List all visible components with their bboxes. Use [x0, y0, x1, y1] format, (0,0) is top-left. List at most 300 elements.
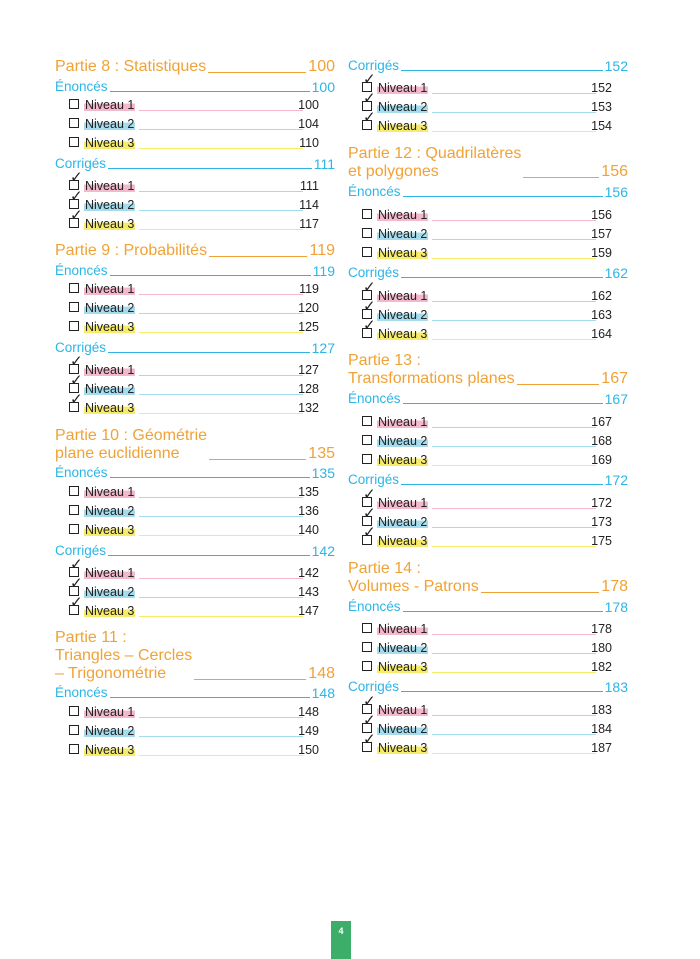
- checkbox-empty[interactable]: [362, 416, 372, 426]
- part-8-corriges-heading[interactable]: [55, 156, 335, 172]
- part-13-title[interactable]: [348, 352, 628, 388]
- level-page: 142: [298, 566, 319, 580]
- level-page: 183: [591, 703, 612, 717]
- level-leader: [432, 753, 596, 754]
- level-row[interactable]: [69, 353, 333, 378]
- level-row[interactable]: [69, 97, 333, 113]
- part-8-enonces-heading[interactable]: [55, 79, 335, 95]
- level-row[interactable]: [69, 522, 333, 538]
- dot-leader: [208, 72, 306, 73]
- level-leader: [432, 653, 596, 654]
- level-label: Niveau 1: [85, 566, 135, 580]
- level-label: Niveau 1: [378, 289, 428, 303]
- level-row[interactable]: [69, 391, 333, 416]
- level-row[interactable]: [362, 524, 626, 549]
- level-label: Niveau 1: [378, 415, 428, 429]
- level-leader: [432, 112, 596, 113]
- level-page: 168: [591, 434, 612, 448]
- level-page: 132: [298, 401, 319, 415]
- dot-leader: [209, 459, 306, 460]
- level-leader: [432, 715, 596, 716]
- level-label: Niveau 3: [85, 523, 135, 537]
- part-12-title[interactable]: [348, 145, 628, 181]
- checkbox-empty[interactable]: [362, 642, 372, 652]
- check-icon: ✓: [70, 353, 83, 370]
- level-leader: [139, 191, 303, 192]
- subheading-page: 127: [311, 340, 335, 356]
- level-leader: [432, 239, 596, 240]
- level-leader: [139, 616, 303, 617]
- subheading-page: 119: [312, 263, 335, 279]
- level-row[interactable]: [362, 433, 626, 449]
- level-row[interactable]: [362, 298, 626, 323]
- level-page: 140: [298, 523, 319, 537]
- checkbox-empty[interactable]: [362, 454, 372, 464]
- level-page: 175: [591, 534, 612, 548]
- level-row[interactable]: [362, 731, 626, 756]
- level-leader: [432, 301, 596, 302]
- part-title-line: Partie 13 :: [348, 352, 421, 369]
- level-label: Niveau 1: [85, 98, 135, 112]
- part-13-corriges-heading[interactable]: [348, 472, 628, 488]
- part-page-number: 167: [601, 370, 628, 387]
- level-label: Niveau 2: [378, 641, 428, 655]
- check-icon: ✓: [70, 594, 83, 611]
- level-leader: [432, 734, 596, 735]
- level-leader: [139, 110, 303, 111]
- subheading-page: 178: [604, 599, 628, 615]
- level-leader: [432, 320, 596, 321]
- dot-leader: [401, 277, 603, 278]
- level-row[interactable]: [69, 575, 333, 600]
- subheading-label: Corrigés: [348, 58, 400, 73]
- dot-leader: [108, 352, 310, 353]
- check-icon: ✓: [363, 505, 376, 522]
- checkbox-empty[interactable]: [362, 247, 372, 257]
- check-icon: ✓: [70, 556, 83, 573]
- level-page: 152: [591, 81, 612, 95]
- dot-leader: [108, 168, 312, 169]
- level-leader: [139, 210, 303, 211]
- dot-leader: [523, 177, 599, 178]
- part-title-line: Partie 10 : Géométrie: [55, 427, 208, 444]
- dot-leader: [403, 403, 603, 404]
- level-leader: [139, 332, 303, 333]
- check-icon: ✓: [363, 71, 376, 88]
- level-label: Niveau 3: [378, 119, 428, 133]
- subheading-page: 183: [604, 679, 628, 695]
- subheading-label: Énoncés: [55, 685, 108, 700]
- part-11-corriges-heading[interactable]: [348, 58, 628, 74]
- check-icon: ✓: [70, 169, 83, 186]
- level-label: Niveau 2: [378, 515, 428, 529]
- level-leader: [139, 229, 303, 230]
- dot-leader: [110, 697, 310, 698]
- level-leader: [432, 465, 596, 466]
- page-number-badge: 4: [331, 921, 351, 959]
- subheading-page: 162: [604, 265, 628, 281]
- level-label: Niveau 3: [378, 453, 428, 467]
- level-page: 154: [591, 119, 612, 133]
- level-page: 128: [298, 382, 319, 396]
- level-leader: [139, 578, 303, 579]
- dot-leader: [209, 256, 307, 257]
- level-row[interactable]: [69, 135, 333, 151]
- level-page: 111: [299, 179, 319, 193]
- part-title-line: Partie 12 : Quadrilatères: [348, 145, 522, 162]
- part-page-number: 119: [309, 242, 335, 259]
- part-page-number: 135: [308, 445, 335, 462]
- dot-leader: [194, 679, 306, 680]
- subheading-page: 148: [311, 685, 335, 701]
- checkbox-empty[interactable]: [69, 744, 79, 754]
- level-label: Niveau 1: [378, 622, 428, 636]
- check-icon: ✓: [70, 575, 83, 592]
- subheading-label: Corrigés: [348, 265, 400, 280]
- part-title-line: Volumes - Patrons: [348, 578, 479, 595]
- level-page: 127: [298, 363, 319, 377]
- level-leader: [432, 546, 596, 547]
- level-page: 162: [591, 289, 612, 303]
- dot-leader: [517, 384, 600, 385]
- checkbox-empty[interactable]: [69, 725, 79, 735]
- level-page: 187: [591, 741, 612, 755]
- level-label: Niveau 3: [378, 534, 428, 548]
- checkbox-empty[interactable]: [362, 228, 372, 238]
- level-leader: [432, 672, 596, 673]
- check-icon: ✓: [70, 391, 83, 408]
- level-label: Niveau 2: [378, 722, 428, 736]
- level-label: Niveau 1: [378, 496, 428, 510]
- level-row[interactable]: [362, 505, 626, 530]
- level-page: 117: [299, 217, 319, 231]
- dot-leader: [401, 70, 603, 71]
- check-icon: ✓: [363, 298, 376, 315]
- part-title-line: Transformations planes: [348, 370, 515, 387]
- level-label: Niveau 2: [378, 434, 428, 448]
- level-page: 104: [298, 117, 319, 131]
- level-row[interactable]: [69, 484, 333, 500]
- level-page: 173: [591, 515, 612, 529]
- level-label: Niveau 3: [378, 660, 428, 674]
- level-page: 164: [591, 327, 612, 341]
- checkbox-empty[interactable]: [362, 209, 372, 219]
- level-page: 120: [298, 301, 319, 315]
- part-title-text: Partie 9 : Probabilités: [55, 242, 208, 259]
- level-page: 149: [298, 724, 319, 738]
- level-page: 159: [591, 246, 612, 260]
- level-label: Niveau 3: [378, 246, 428, 260]
- check-icon: ✓: [70, 372, 83, 389]
- part-title-text: Partie 8 : Statistiques: [55, 58, 207, 75]
- part-title-line: Partie 14 :: [348, 560, 421, 577]
- level-row[interactable]: [69, 188, 333, 213]
- level-label: Niveau 3: [85, 320, 135, 334]
- part-title-line: Partie 11 :: [55, 629, 127, 646]
- level-row[interactable]: [362, 317, 626, 342]
- check-icon: ✓: [363, 90, 376, 107]
- part-9-enonces-heading[interactable]: [55, 263, 335, 279]
- level-label: Niveau 3: [85, 136, 135, 150]
- level-leader: [432, 527, 596, 528]
- level-leader: [139, 413, 303, 414]
- level-row[interactable]: [362, 226, 626, 242]
- level-leader: [432, 258, 596, 259]
- part-11-enonces-heading[interactable]: [55, 685, 335, 701]
- part-12-corriges-heading[interactable]: [348, 265, 628, 281]
- level-row[interactable]: [69, 281, 333, 297]
- checkbox-empty[interactable]: [362, 661, 372, 671]
- level-row[interactable]: [69, 742, 333, 758]
- subheading-page: 135: [311, 465, 335, 481]
- dot-leader: [108, 555, 310, 556]
- part-title-text: [348, 352, 515, 388]
- level-leader: [139, 375, 303, 376]
- checkbox-empty[interactable]: [69, 524, 79, 534]
- subheading-page: 167: [604, 391, 628, 407]
- level-leader: [139, 497, 303, 498]
- level-page: 153: [591, 100, 612, 114]
- subheading-page: 156: [604, 184, 628, 200]
- level-leader: [432, 339, 596, 340]
- level-row[interactable]: [362, 71, 626, 96]
- part-10-enonces-heading[interactable]: [55, 465, 335, 481]
- level-row[interactable]: [362, 486, 626, 511]
- level-leader: [139, 129, 303, 130]
- subheading-page: 100: [311, 79, 335, 95]
- level-row[interactable]: [69, 169, 333, 194]
- part-10-title[interactable]: [55, 427, 335, 463]
- part-title-line: – Trigonométrie: [55, 665, 167, 682]
- level-label: Niveau 2: [85, 585, 135, 599]
- level-row[interactable]: [362, 693, 626, 718]
- level-row[interactable]: [69, 207, 333, 232]
- level-page: 148: [298, 705, 319, 719]
- level-page: 178: [591, 622, 612, 636]
- part-page-number: 100: [308, 58, 335, 75]
- level-leader: [139, 313, 303, 314]
- part-page-number: 156: [601, 163, 628, 180]
- level-page: 135: [298, 485, 319, 499]
- part-14-enonces-heading[interactable]: [348, 599, 628, 615]
- checkbox-empty[interactable]: [69, 118, 79, 128]
- check-icon: ✓: [363, 317, 376, 334]
- level-leader: [139, 294, 303, 295]
- level-label: Niveau 3: [378, 741, 428, 755]
- level-label: Niveau 3: [85, 217, 135, 231]
- level-page: 180: [591, 641, 612, 655]
- level-leader: [432, 93, 596, 94]
- level-page: 182: [591, 660, 612, 674]
- subheading-label: Corrigés: [348, 472, 400, 487]
- level-label: Niveau 3: [85, 604, 135, 618]
- level-label: Niveau 2: [378, 227, 428, 241]
- checkbox-empty[interactable]: [69, 302, 79, 312]
- part-title-line: plane euclidienne: [55, 445, 180, 462]
- level-row[interactable]: [69, 319, 333, 335]
- level-page: 169: [591, 453, 612, 467]
- part-12-enonces-heading[interactable]: [348, 184, 628, 200]
- level-label: Niveau 2: [85, 504, 135, 518]
- level-page: 157: [591, 227, 612, 241]
- check-icon: ✓: [70, 207, 83, 224]
- subheading-page: 172: [604, 472, 628, 488]
- check-icon: ✓: [363, 731, 376, 748]
- part-14-title[interactable]: [348, 560, 628, 596]
- subheading-label: Corrigés: [348, 679, 400, 694]
- subheading-label: Énoncés: [55, 465, 108, 480]
- subheading-label: Énoncés: [348, 184, 401, 199]
- level-row[interactable]: [362, 279, 626, 304]
- level-page: 114: [299, 198, 319, 212]
- level-row[interactable]: [69, 372, 333, 397]
- dot-leader: [401, 691, 603, 692]
- level-leader: [139, 394, 303, 395]
- level-leader: [139, 717, 303, 718]
- part-title-line: Triangles – Cercles: [55, 647, 193, 664]
- part-title-text: [55, 427, 207, 463]
- subheading-label: Énoncés: [55, 79, 108, 94]
- subheading-label: Énoncés: [348, 599, 401, 614]
- level-row[interactable]: [69, 594, 333, 619]
- part-8-title[interactable]: [55, 58, 335, 76]
- part-page-number: 178: [601, 578, 628, 595]
- subheading-label: Corrigés: [55, 543, 107, 558]
- level-page: 100: [298, 98, 319, 112]
- level-row[interactable]: [69, 704, 333, 720]
- part-title-line: et polygones: [348, 163, 439, 180]
- level-label: Niveau 2: [378, 100, 428, 114]
- level-label: Niveau 1: [85, 282, 135, 296]
- level-label: Niveau 3: [85, 401, 135, 415]
- check-icon: ✓: [363, 693, 376, 710]
- level-row[interactable]: [362, 452, 626, 468]
- level-label: Niveau 1: [378, 208, 428, 222]
- level-leader: [139, 736, 303, 737]
- level-leader: [432, 508, 596, 509]
- level-leader: [139, 755, 303, 756]
- level-row[interactable]: [69, 116, 333, 132]
- level-label: Niveau 1: [85, 485, 135, 499]
- level-label: Niveau 2: [85, 301, 135, 315]
- checkbox-empty[interactable]: [69, 486, 79, 496]
- level-page: 125: [298, 320, 319, 334]
- part-title-text: [348, 145, 521, 181]
- dot-leader: [401, 484, 603, 485]
- level-row[interactable]: [362, 621, 626, 637]
- check-icon: ✓: [70, 188, 83, 205]
- checkbox-empty[interactable]: [69, 321, 79, 331]
- level-row[interactable]: [362, 245, 626, 261]
- part-9-corriges-heading[interactable]: [55, 340, 335, 356]
- part-9-title[interactable]: [55, 242, 335, 260]
- level-row[interactable]: [362, 712, 626, 737]
- checkbox-empty[interactable]: [69, 283, 79, 293]
- dot-leader: [403, 611, 603, 612]
- part-13-enonces-heading[interactable]: [348, 391, 628, 407]
- part-11-title[interactable]: [55, 629, 335, 683]
- level-label: Niveau 2: [85, 724, 135, 738]
- level-page: 156: [591, 208, 612, 222]
- level-page: 184: [591, 722, 612, 736]
- checkbox-empty[interactable]: [69, 706, 79, 716]
- level-leader: [432, 220, 596, 221]
- part-page-number: 148: [308, 665, 335, 682]
- subheading-label: Corrigés: [55, 340, 107, 355]
- level-label: Niveau 3: [378, 327, 428, 341]
- level-label: Niveau 2: [378, 308, 428, 322]
- level-page: 147: [298, 604, 319, 618]
- level-page: 172: [591, 496, 612, 510]
- checkbox-empty[interactable]: [362, 623, 372, 633]
- subheading-label: Énoncés: [348, 391, 401, 406]
- level-row[interactable]: [69, 503, 333, 519]
- check-icon: ✓: [363, 712, 376, 729]
- level-row[interactable]: [362, 414, 626, 430]
- level-leader: [432, 634, 596, 635]
- subheading-label: Corrigés: [55, 156, 107, 171]
- level-label: Niveau 2: [85, 117, 135, 131]
- level-label: Niveau 1: [378, 703, 428, 717]
- level-leader: [432, 446, 596, 447]
- check-icon: ✓: [363, 524, 376, 541]
- subheading-page: 152: [604, 58, 628, 74]
- dot-leader: [110, 275, 311, 276]
- level-label: Niveau 1: [85, 705, 135, 719]
- level-leader: [432, 131, 596, 132]
- level-row[interactable]: [69, 300, 333, 316]
- level-leader: [432, 427, 596, 428]
- level-leader: [139, 148, 303, 149]
- check-icon: ✓: [363, 279, 376, 296]
- level-label: Niveau 1: [85, 179, 135, 193]
- checkbox-empty[interactable]: [362, 435, 372, 445]
- part-title-text: [55, 629, 192, 683]
- checkbox-empty[interactable]: [69, 505, 79, 515]
- part-title-text: [348, 560, 479, 596]
- level-page: 150: [298, 743, 319, 757]
- part-10-corriges-heading[interactable]: [55, 543, 335, 559]
- level-label: Niveau 2: [85, 382, 135, 396]
- check-icon: ✓: [363, 486, 376, 503]
- level-row[interactable]: [69, 556, 333, 581]
- level-label: Niveau 3: [85, 743, 135, 757]
- level-label: Niveau 1: [378, 81, 428, 95]
- level-label: Niveau 2: [85, 198, 135, 212]
- level-leader: [139, 516, 303, 517]
- level-row[interactable]: [69, 723, 333, 739]
- level-page: 163: [591, 308, 612, 322]
- level-row[interactable]: [362, 659, 626, 675]
- subheading-label: Énoncés: [55, 263, 108, 278]
- level-row[interactable]: [362, 207, 626, 223]
- level-page: 167: [591, 415, 612, 429]
- level-label: Niveau 1: [85, 363, 135, 377]
- dot-leader: [481, 592, 600, 593]
- dot-leader: [110, 477, 310, 478]
- check-icon: ✓: [363, 109, 376, 126]
- part-14-corriges-heading[interactable]: [348, 679, 628, 695]
- level-row[interactable]: [362, 640, 626, 656]
- checkbox-empty[interactable]: [69, 99, 79, 109]
- subheading-page: 111: [313, 156, 335, 172]
- level-page: 119: [299, 282, 319, 296]
- checkbox-empty[interactable]: [69, 137, 79, 147]
- level-page: 143: [298, 585, 319, 599]
- level-row[interactable]: [362, 90, 626, 115]
- level-row[interactable]: [362, 109, 626, 134]
- level-page: 110: [299, 136, 319, 150]
